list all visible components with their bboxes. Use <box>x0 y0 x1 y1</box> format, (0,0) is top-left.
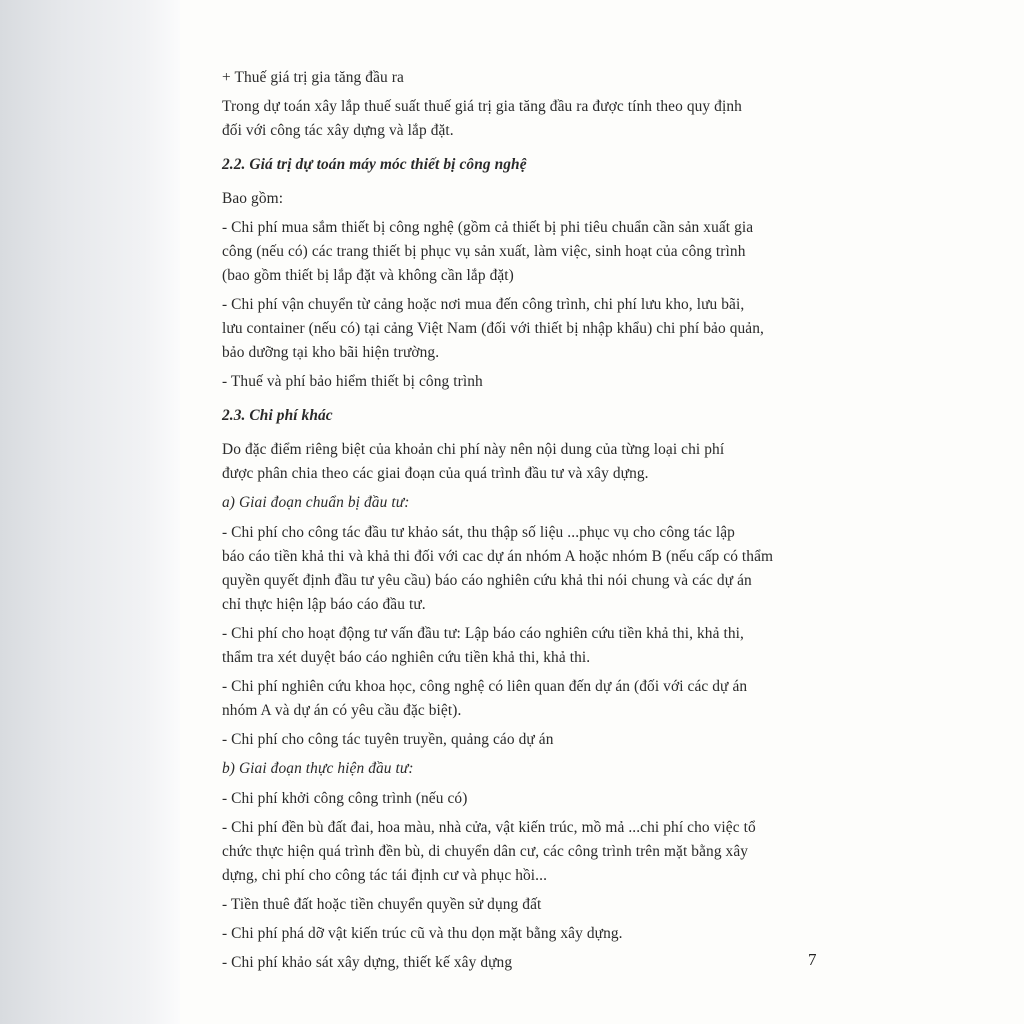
paragraph <box>222 438 822 486</box>
text-line: - Chi phí khảo sát xây dựng, thiết kế xây dựng <box>222 954 513 971</box>
text-line: báo cáo tiền khả thi và khả thi đối với cac dự án nhóm A hoặc nhóm B (nếu cấp có thẩm <box>222 548 774 565</box>
paragraph <box>222 951 822 975</box>
text-line: - Chi phí cho hoạt động tư vấn đầu tư: Lập báo cáo nghiên cứu tiền khả thi, khả thi, <box>222 625 744 642</box>
paragraph <box>222 675 822 723</box>
text-line: - Tiền thuê đất hoặc tiền chuyển quyền sử dụng đất <box>222 896 542 913</box>
paragraph <box>222 370 822 394</box>
text-line: công (nếu có) các trang thiết bị phục vụ sản xuất, làm việc, sinh hoạt của công trình <box>222 243 746 260</box>
text-line: đối với công tác xây dựng và lắp đặt. <box>222 122 454 139</box>
paragraph <box>222 622 822 670</box>
text-line: - Chi phí cho công tác tuyên truyền, quảng cáo dự án <box>222 731 554 748</box>
text-line: Bao gồm: <box>222 190 284 207</box>
text-line: - Chi phí nghiên cứu khoa học, công nghệ có liên quan đến dự án (đối với các dự án <box>222 678 748 695</box>
text-line: 2.3. Chi phí khác <box>222 407 333 424</box>
text-line: chức thực hiện quá trình đền bù, di chuyển dân cư, các công trình trên mặt bằng xây <box>222 843 749 860</box>
text-line: - Chi phí cho công tác đầu tư khảo sát, thu thập số liệu ...phục vụ cho công tác lập <box>222 524 735 541</box>
text-line: Trong dự toán xây lắp thuế suất thuế giá trị gia tăng đầu ra được tính theo quy định <box>222 98 742 115</box>
text-line: - Thuế và phí bảo hiểm thiết bị công trình <box>222 373 483 390</box>
text-line: + Thuế giá trị gia tăng đầu ra <box>222 69 404 86</box>
paragraph <box>222 893 822 917</box>
text-line: thẩm tra xét duyệt báo cáo nghiên cứu tiền khả thi, khả thi. <box>222 649 591 666</box>
text-line: quyền quyết định đầu tư yêu cầu) báo cáo nghiên cứu khả thi nói chung và các dự án <box>222 572 752 589</box>
text-line: (bao gồm thiết bị lắp đặt và không cần lắp đặt) <box>222 267 514 284</box>
binding-gutter <box>0 0 180 1024</box>
paragraph <box>222 728 822 752</box>
section-heading <box>222 404 822 428</box>
text-line: - Chi phí phá dỡ vật kiến trúc cũ và thu dọn mặt bằng xây dựng. <box>222 925 623 942</box>
text-line: nhóm A và dự án có yêu cầu đặc biệt). <box>222 702 462 719</box>
text-line: lưu container (nếu có) tại cảng Việt Nam (đối với thiết bị nhập khẩu) chi phí bảo quản, <box>222 320 764 337</box>
paragraph <box>222 66 822 90</box>
text-line: Do đặc điểm riêng biệt của khoản chi phí này nên nội dung của từng loại chi phí <box>222 441 725 458</box>
paragraph <box>222 922 822 946</box>
text-line: - Chi phí mua sắm thiết bị công nghệ (gồm cả thiết bị phi tiêu chuẩn cần sản xuất gia <box>222 219 754 236</box>
paragraph <box>222 216 822 288</box>
section-heading <box>222 153 822 177</box>
paragraph <box>222 95 822 143</box>
text-line: được phân chia theo các giai đoạn của quá trình đầu tư và xây dựng. <box>222 465 649 482</box>
paragraph <box>222 293 822 365</box>
text-line: bảo dưỡng tại kho bãi hiện trường. <box>222 344 440 361</box>
paragraph <box>222 816 822 888</box>
paragraph <box>222 521 822 617</box>
subsection-label <box>222 491 822 515</box>
text-line: chỉ thực hiện lập báo cáo đầu tư. <box>222 596 426 613</box>
text-line: - Chi phí khởi công công trình (nếu có) <box>222 790 468 807</box>
paragraph <box>222 187 822 211</box>
page-number: 7 <box>808 950 817 969</box>
text-line: a) Giai đoạn chuẩn bị đầu tư: <box>222 494 410 511</box>
text-line: 2.2. Giá trị dự toán máy móc thiết bị công nghệ <box>222 156 527 173</box>
text-line: dựng, chi phí cho công tác tái định cư và phục hồi... <box>222 867 548 884</box>
paragraph <box>222 787 822 811</box>
text-line: b) Giai đoạn thực hiện đầu tư: <box>222 760 414 777</box>
document-body <box>222 66 822 980</box>
text-line: - Chi phí vận chuyển từ cảng hoặc nơi mua đến công trình, chi phí lưu kho, lưu bãi, <box>222 296 745 313</box>
subsection-label <box>222 757 822 781</box>
text-line: - Chi phí đền bù đất đai, hoa màu, nhà cửa, vật kiến trúc, mồ mả ...chi phí cho việc tổ <box>222 819 756 836</box>
